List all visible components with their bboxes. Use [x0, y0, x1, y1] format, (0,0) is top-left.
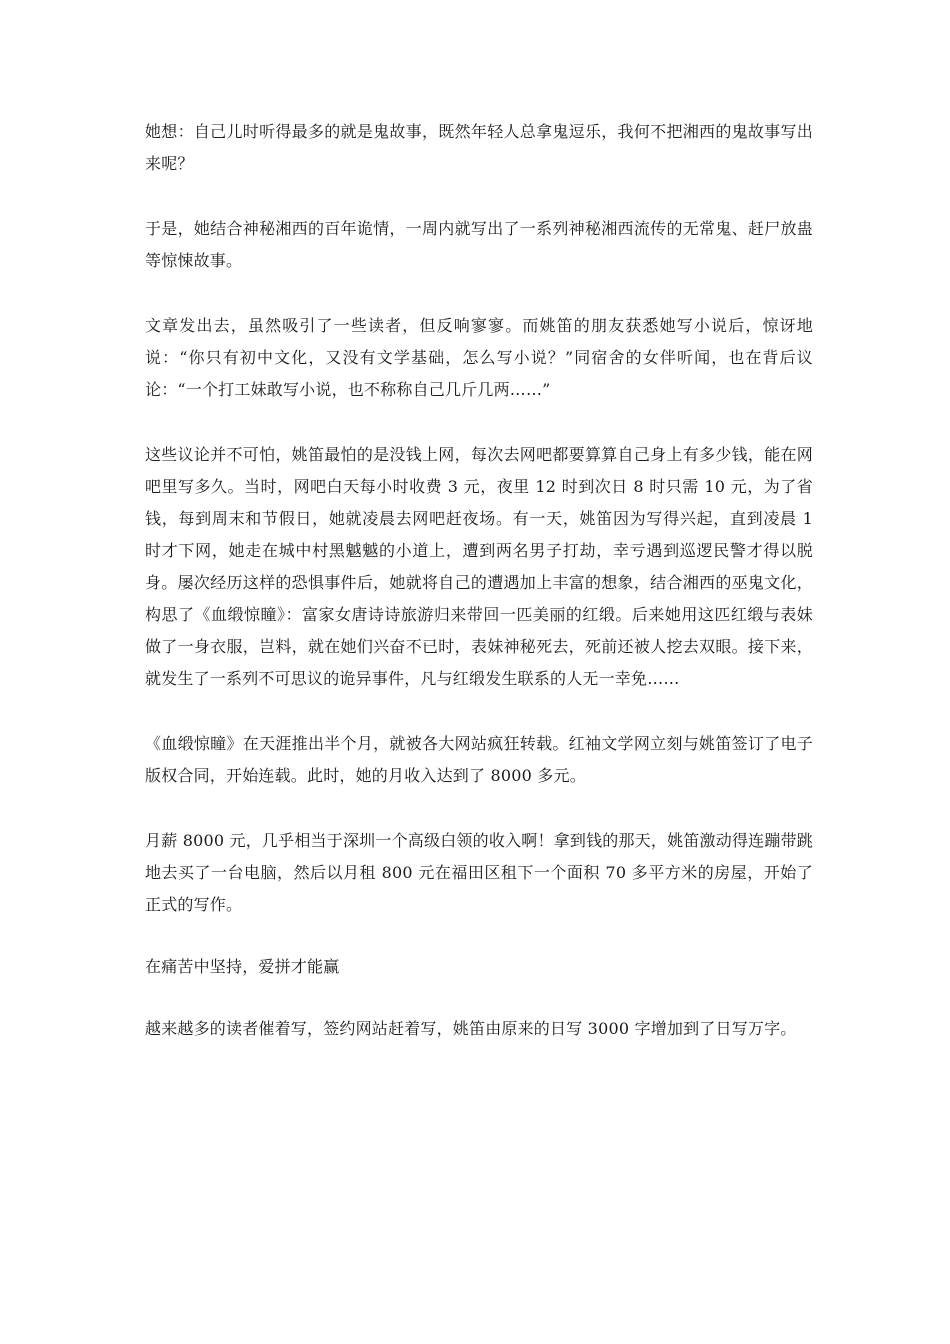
paragraph: 于是，她结合神秘湘西的百年诡情，一周内就写出了一系列神秘湘西流传的无常鬼、赶尸放蛊等惊悚故事。	[145, 219, 813, 270]
paragraph: 文章发出去，虽然吸引了一些读者，但反响寥寥。而姚笛的朋友获悉她写小说后，惊讶地说：“你只有初中文化，又没有文学基础，怎么写小说？”同宿舍的女伴听闻，也在背后议论：“一个打工妹敢写小说，也不称称自己几斤几两……”	[145, 316, 813, 399]
paragraph: 她想：自己儿时听得最多的就是鬼故事，既然年轻人总拿鬼逗乐，我何不把湘西的鬼故事写出来呢？	[145, 122, 813, 173]
paragraph: 越来越多的读者催着写，签约网站赶着写，姚笛由原来的日写 3000 字增加到了日写万字。	[145, 1019, 797, 1038]
paragraph: 月薪 8000 元，几乎相当于深圳一个高级白领的收入啊！拿到钱的那天，姚笛激动得连蹦带跳地去买了一台电脑，然后以月租 800 元在福田区租下一个面积 70 多平方米的房屋，开始了正式的写作。	[145, 831, 813, 914]
paragraph: 这些议论并不可怕，姚笛最怕的是没钱上网，每次去网吧都要算算自己身上有多少钱，能在网吧里写多久。当时，网吧白天每小时收费 3 元，夜里 12 时到次日 8 时只需 10 元，为了省钱，每到周末和节假日，她就凌晨去网吧赶夜场。有一天，姚笛因为写得兴起，直到凌晨 1 时才下网，她走在城中村黑魆魆的小道上，遭到两名男子打劫，幸亏遇到巡逻民警才得以脱身。屡次经历这样的恐惧事件后，她就将自己的遭遇加上丰富的想象，结合湘西的巫鬼文化，构思了《血缎惊瞳》：富家女唐诗诗旅游归来带回一匹美丽的红缎。后来她用这匹红缎与表妹做了一身衣服，岂料，就在她们兴奋不已时，表妹神秘死去，死前还被人挖去双眼。接下来，就发生了一系列不可思议的诡异事件，凡与红缎发生联系的人无一幸免……	[145, 445, 813, 688]
document-body	[145, 116, 813, 1045]
paragraph: 《血缎惊瞳》在天涯推出半个月，就被各大网站疯狂转载。红袖文学网立刻与姚笛签订了电子版权合同，开始连载。此时，她的月收入达到了 8000 多元。	[145, 734, 813, 785]
section-heading: 在痛苦中坚持，爱拼才能赢	[145, 957, 340, 976]
